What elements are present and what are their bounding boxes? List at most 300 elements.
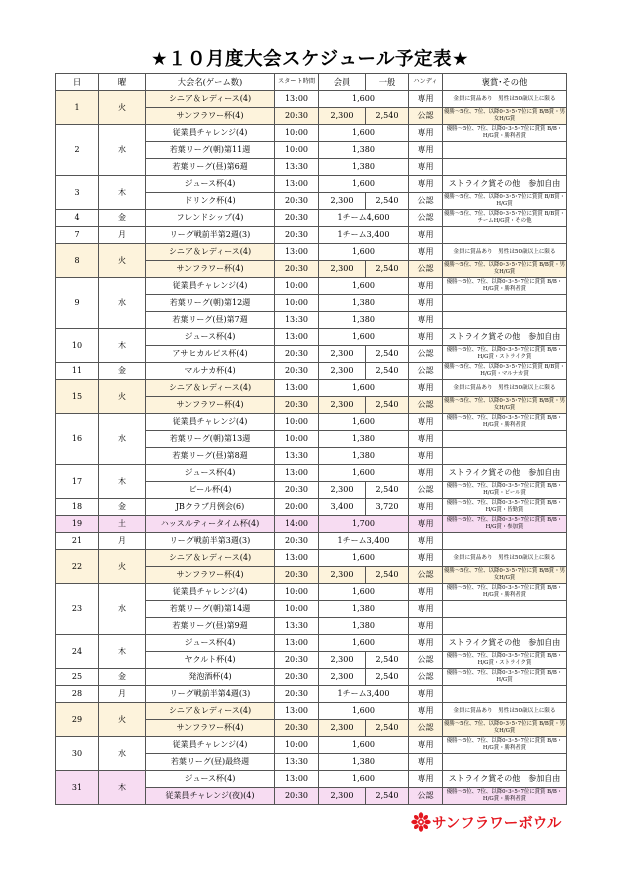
cell-start: 13:00 (275, 329, 319, 346)
cell-handicap: 専用 (409, 91, 443, 108)
cell-start: 14:00 (275, 516, 319, 533)
cell-handicap: 公認 (409, 788, 443, 805)
cell-awards (443, 431, 567, 448)
cell-weekday: 金 (99, 669, 146, 686)
schedule-table (55, 73, 567, 805)
cell-handicap: 専用 (409, 176, 443, 193)
cell-event: シニア＆レディース(4) (146, 550, 275, 567)
cell-event: ビール杯(4) (146, 482, 275, 499)
cell-weekday: 木 (99, 771, 146, 805)
table-row (56, 91, 567, 108)
cell-start: 13:00 (275, 550, 319, 567)
cell-day: 22 (56, 550, 99, 584)
cell-day: 18 (56, 499, 99, 516)
cell-member-fee: 3,400 (319, 499, 366, 516)
cell-awards: ストライク賞その他 参加自由 (443, 329, 567, 346)
table-row (56, 278, 567, 295)
cell-day: 31 (56, 771, 99, 805)
cell-day: 23 (56, 584, 99, 635)
cell-handicap: 専用 (409, 771, 443, 788)
cell-weekday: 水 (99, 278, 146, 329)
cell-event: サンフラワー杯(4) (146, 261, 275, 278)
cell-day: 21 (56, 533, 99, 550)
cell-event: ドリンク杯(4) (146, 193, 275, 210)
cell-fee: 1,380 (319, 295, 409, 312)
cell-event: 若葉リーグ(朝)第13週 (146, 431, 275, 448)
cell-handicap: 公認 (409, 363, 443, 380)
cell-handicap: 専用 (409, 618, 443, 635)
cell-event: 若葉リーグ(昼)第9週 (146, 618, 275, 635)
cell-event: サンフラワー杯(4) (146, 108, 275, 125)
cell-fee: 1,380 (319, 312, 409, 329)
cell-handicap: 専用 (409, 601, 443, 618)
header-general: 一般 (366, 74, 409, 91)
table-row (56, 210, 567, 227)
cell-event: 従業員チャレンジ(4) (146, 125, 275, 142)
cell-fee: 1,700 (319, 516, 409, 533)
table-row (56, 516, 567, 533)
cell-handicap: 専用 (409, 278, 443, 295)
cell-start: 13:00 (275, 465, 319, 482)
cell-event: 発泡酒杯(4) (146, 669, 275, 686)
cell-awards: 優勝～5位、7位、以降0･3･5･7位に賞 B/B賞・男女H/G賞 (443, 397, 567, 414)
cell-awards: 優勝～5位、7位、以降0･3･5･7位に賞賞 B/B・H/G賞・勝利者賞 (443, 278, 567, 295)
cell-day: 8 (56, 244, 99, 278)
flower-icon (411, 812, 430, 831)
cell-start: 13:00 (275, 244, 319, 261)
cell-start: 10:00 (275, 125, 319, 142)
cell-awards: 優勝～5位、7位、以降0･3･5･7位に賞賞 B/B・H/G賞・ストライク賞 (443, 346, 567, 363)
cell-fee: 1チーム3,400 (319, 227, 409, 244)
cell-weekday: 木 (99, 635, 146, 669)
cell-event: 従業員チャレンジ(夜)(4) (146, 788, 275, 805)
cell-handicap: 専用 (409, 431, 443, 448)
cell-start: 20:30 (275, 397, 319, 414)
cell-event: 若葉リーグ(朝)第11週 (146, 142, 275, 159)
cell-handicap: 専用 (409, 329, 443, 346)
cell-handicap: 公認 (409, 108, 443, 125)
cell-awards: ストライク賞その他 参加自由 (443, 771, 567, 788)
cell-handicap: 専用 (409, 125, 443, 142)
table-row (56, 669, 567, 686)
cell-handicap: 専用 (409, 584, 443, 601)
cell-start: 10:00 (275, 414, 319, 431)
cell-fee: 1,600 (319, 465, 409, 482)
cell-day: 30 (56, 737, 99, 771)
cell-event: サンフラワー杯(4) (146, 397, 275, 414)
cell-weekday: 月 (99, 227, 146, 244)
table-row (56, 244, 567, 261)
cell-handicap: 専用 (409, 448, 443, 465)
cell-start: 20:30 (275, 686, 319, 703)
cell-start: 10:00 (275, 278, 319, 295)
cell-awards (443, 142, 567, 159)
cell-fee: 1,600 (319, 176, 409, 193)
cell-handicap: 専用 (409, 244, 443, 261)
cell-start: 20:30 (275, 108, 319, 125)
cell-event: 従業員チャレンジ(4) (146, 584, 275, 601)
cell-handicap: 専用 (409, 414, 443, 431)
cell-general-fee: 2,540 (366, 788, 409, 805)
cell-start: 10:00 (275, 142, 319, 159)
cell-awards: 優勝～5位、7位、以降0･3･5･7位に賞賞 B/B・H/G賞・ビール賞 (443, 482, 567, 499)
cell-handicap: 専用 (409, 635, 443, 652)
cell-day: 4 (56, 210, 99, 227)
table-row (56, 380, 567, 397)
cell-fee: 1,600 (319, 380, 409, 397)
cell-day: 2 (56, 125, 99, 176)
cell-fee: 1,380 (319, 754, 409, 771)
cell-member-fee: 2,300 (319, 108, 366, 125)
cell-awards (443, 686, 567, 703)
cell-event: ジュース杯(4) (146, 635, 275, 652)
header-handicap: ハンディ (409, 74, 443, 91)
cell-start: 10:00 (275, 584, 319, 601)
cell-day: 24 (56, 635, 99, 669)
cell-handicap: 専用 (409, 159, 443, 176)
cell-start: 13:00 (275, 635, 319, 652)
cell-start: 20:30 (275, 669, 319, 686)
cell-handicap: 公認 (409, 397, 443, 414)
cell-event: 若葉リーグ(昼)第6週 (146, 159, 275, 176)
cell-handicap: 専用 (409, 703, 443, 720)
cell-handicap: 公認 (409, 669, 443, 686)
cell-weekday: 火 (99, 550, 146, 584)
cell-fee: 1チーム4,600 (319, 210, 409, 227)
cell-awards: 金員に賞品あり 男性は50歳以上に限る (443, 244, 567, 261)
cell-event: 若葉リーグ(昼)最終週 (146, 754, 275, 771)
cell-awards: 優勝～5位、7位、以降0･3･5･7位に賞 B/B賞・男女H/G賞 (443, 108, 567, 125)
cell-weekday: 水 (99, 414, 146, 465)
cell-handicap: 公認 (409, 193, 443, 210)
cell-event: マルナカ杯(4) (146, 363, 275, 380)
cell-weekday: 月 (99, 686, 146, 703)
cell-weekday: 水 (99, 125, 146, 176)
cell-day: 3 (56, 176, 99, 210)
cell-start: 13:00 (275, 380, 319, 397)
cell-fee: 1,380 (319, 618, 409, 635)
cell-general-fee: 2,540 (366, 482, 409, 499)
header-member: 会員 (319, 74, 366, 91)
cell-fee: 1,600 (319, 703, 409, 720)
cell-member-fee: 2,300 (319, 363, 366, 380)
cell-start: 20:30 (275, 567, 319, 584)
cell-start: 20:30 (275, 227, 319, 244)
cell-event: 若葉リーグ(昼)第8週 (146, 448, 275, 465)
cell-start: 20:30 (275, 720, 319, 737)
cell-event: 若葉リーグ(朝)第14週 (146, 601, 275, 618)
table-row (56, 584, 567, 601)
cell-member-fee: 2,300 (319, 261, 366, 278)
cell-event: 従業員チャレンジ(4) (146, 278, 275, 295)
sunflower-bowl-logo (412, 811, 562, 833)
cell-awards: 優勝～5位、7位、以降0･3･5･7位に賞 B/B賞・男女H/G賞 (443, 567, 567, 584)
page-title: ★１０月度大会スケジュール予定表★ (150, 49, 470, 70)
cell-event: アサヒカルピス杯(4) (146, 346, 275, 363)
cell-member-fee: 2,300 (319, 652, 366, 669)
cell-fee: 1,600 (319, 584, 409, 601)
cell-day: 16 (56, 414, 99, 465)
table-row (56, 533, 567, 550)
cell-weekday: 金 (99, 363, 146, 380)
cell-weekday: 木 (99, 176, 146, 210)
header-event: 大会名(ゲーム数) (146, 74, 275, 91)
cell-handicap: 公認 (409, 482, 443, 499)
schedule-body (56, 91, 567, 805)
cell-awards: 優勝～5位、7位、以降0･3･5･7位に賞賞 B/B・H/G賞・勝利者賞 (443, 125, 567, 142)
cell-start: 20:30 (275, 193, 319, 210)
table-row (56, 125, 567, 142)
cell-handicap: 専用 (409, 312, 443, 329)
cell-handicap: 専用 (409, 686, 443, 703)
cell-weekday: 水 (99, 737, 146, 771)
cell-handicap: 公認 (409, 567, 443, 584)
cell-awards: 優勝～5位、7位、以降0･3･5･7位に賞賞 B/B・H/G賞・勝利者賞 (443, 584, 567, 601)
table-row (56, 737, 567, 754)
cell-awards: 優勝～5位、7位、以降0･3･5･7位に賞賞 B/B・H/G賞・参加賞 (443, 516, 567, 533)
cell-weekday: 木 (99, 465, 146, 499)
table-row (56, 363, 567, 380)
cell-handicap: 専用 (409, 465, 443, 482)
cell-handicap: 専用 (409, 754, 443, 771)
cell-start: 20:30 (275, 363, 319, 380)
cell-event: 従業員チャレンジ(4) (146, 737, 275, 754)
cell-event: リーグ戦前半第2週(3) (146, 227, 275, 244)
cell-awards (443, 601, 567, 618)
cell-weekday: 火 (99, 244, 146, 278)
cell-awards: 優勝～5位、7位、以降0･3･5･7位に賞賞 B/B賞・チームH/G賞・その他 (443, 210, 567, 227)
cell-start: 20:30 (275, 210, 319, 227)
cell-awards: 優勝～5位、7位、以降0･3･5･7位に賞賞 B/B・H/G賞・勝利者賞 (443, 788, 567, 805)
cell-event: リーグ戦前半第3週(3) (146, 533, 275, 550)
cell-member-fee: 2,300 (319, 482, 366, 499)
cell-handicap: 専用 (409, 380, 443, 397)
cell-weekday: 金 (99, 499, 146, 516)
cell-general-fee: 2,540 (366, 108, 409, 125)
cell-day: 1 (56, 91, 99, 125)
cell-fee: 1,600 (319, 737, 409, 754)
cell-general-fee: 2,540 (366, 567, 409, 584)
cell-event: ハッスルティータイム杯(4) (146, 516, 275, 533)
cell-event: 従業員チャレンジ(4) (146, 414, 275, 431)
cell-fee: 1,380 (319, 159, 409, 176)
cell-start: 20:30 (275, 652, 319, 669)
cell-day: 17 (56, 465, 99, 499)
cell-fee: 1,600 (319, 329, 409, 346)
cell-day: 25 (56, 669, 99, 686)
cell-day: 11 (56, 363, 99, 380)
cell-handicap: 専用 (409, 142, 443, 159)
cell-awards: 優勝～5位、7位、以降0･3･5･7位に賞 B/B賞・男女H/G賞 (443, 720, 567, 737)
cell-event: 若葉リーグ(昼)第7週 (146, 312, 275, 329)
cell-start: 13:30 (275, 618, 319, 635)
cell-day: 28 (56, 686, 99, 703)
header-start: スタート時間 (275, 74, 319, 91)
cell-weekday: 水 (99, 584, 146, 635)
cell-awards: 金員に賞品あり 男性は50歳以上に限る (443, 703, 567, 720)
cell-weekday: 火 (99, 703, 146, 737)
cell-start: 20:30 (275, 261, 319, 278)
cell-handicap: 専用 (409, 499, 443, 516)
cell-start: 20:30 (275, 788, 319, 805)
cell-start: 13:30 (275, 754, 319, 771)
cell-member-fee: 2,300 (319, 397, 366, 414)
cell-awards (443, 227, 567, 244)
cell-start: 10:00 (275, 737, 319, 754)
cell-awards (443, 533, 567, 550)
cell-awards (443, 754, 567, 771)
cell-fee: 1,600 (319, 771, 409, 788)
cell-awards: 優勝～5位、7位、以降0･3･5･7位に賞 B/B賞・男女H/G賞 (443, 261, 567, 278)
cell-awards (443, 295, 567, 312)
cell-general-fee: 2,540 (366, 261, 409, 278)
cell-general-fee: 2,540 (366, 669, 409, 686)
cell-awards (443, 159, 567, 176)
cell-event: シニア＆レディース(4) (146, 244, 275, 261)
cell-weekday: 土 (99, 516, 146, 533)
cell-fee: 1,600 (319, 414, 409, 431)
cell-start: 20:30 (275, 482, 319, 499)
cell-general-fee: 2,540 (366, 346, 409, 363)
table-row (56, 227, 567, 244)
cell-awards: ストライク賞その他 参加自由 (443, 635, 567, 652)
table-row (56, 414, 567, 431)
cell-awards: 優勝～5位、7位、以降0･3･5･7位に賞賞 B/B・H/G賞 (443, 669, 567, 686)
cell-awards: 優勝～5位、7位、以降0･3･5･7位に賞賞 B/B・H/G賞・ストライク賞 (443, 652, 567, 669)
cell-handicap: 公認 (409, 720, 443, 737)
cell-weekday: 火 (99, 380, 146, 414)
cell-fee: 1,380 (319, 601, 409, 618)
cell-awards (443, 618, 567, 635)
cell-awards: 優勝～5位、7位、以降0･3･5･7位に賞賞 B/B・H/G賞・皆勤賞 (443, 499, 567, 516)
cell-day: 7 (56, 227, 99, 244)
cell-event: シニア＆レディース(4) (146, 703, 275, 720)
cell-member-fee: 2,300 (319, 567, 366, 584)
cell-start: 10:00 (275, 295, 319, 312)
cell-start: 20:30 (275, 533, 319, 550)
cell-start: 13:00 (275, 703, 319, 720)
cell-fee: 1チーム3,400 (319, 533, 409, 550)
cell-awards: 金員に賞品あり 男性は50歳以上に限る (443, 380, 567, 397)
cell-fee: 1チーム3,400 (319, 686, 409, 703)
cell-event: ジュース杯(4) (146, 329, 275, 346)
cell-handicap: 専用 (409, 516, 443, 533)
cell-awards: ストライク賞その他 参加自由 (443, 176, 567, 193)
cell-handicap: 専用 (409, 550, 443, 567)
cell-start: 13:30 (275, 159, 319, 176)
cell-start: 13:30 (275, 312, 319, 329)
table-row (56, 635, 567, 652)
cell-day: 9 (56, 278, 99, 329)
table-row (56, 771, 567, 788)
cell-fee: 1,380 (319, 142, 409, 159)
cell-awards (443, 312, 567, 329)
cell-awards: 金員に賞品あり 男性は50歳以上に限る (443, 550, 567, 567)
cell-handicap: 専用 (409, 533, 443, 550)
cell-handicap: 公認 (409, 652, 443, 669)
cell-fee: 1,600 (319, 278, 409, 295)
header-day: 日 (56, 74, 99, 91)
cell-handicap: 公認 (409, 346, 443, 363)
cell-event: JBクラブ月例会(6) (146, 499, 275, 516)
cell-fee: 1,600 (319, 550, 409, 567)
cell-fee: 1,600 (319, 244, 409, 261)
table-row (56, 703, 567, 720)
cell-awards: 優勝～5位、7位、以降0･3･5･7位に賞賞 B/B・H/G賞・勝利者賞 (443, 414, 567, 431)
cell-awards (443, 448, 567, 465)
cell-start: 10:00 (275, 601, 319, 618)
cell-member-fee: 2,300 (319, 193, 366, 210)
cell-general-fee: 2,540 (366, 397, 409, 414)
cell-start: 20:30 (275, 346, 319, 363)
cell-awards: 優勝～5位、7位、以降0･3･5･7位に賞賞 B/B賞・H/G賞 (443, 193, 567, 210)
cell-general-fee: 2,540 (366, 193, 409, 210)
cell-member-fee: 2,300 (319, 720, 366, 737)
cell-start: 10:00 (275, 431, 319, 448)
cell-fee: 1,380 (319, 448, 409, 465)
table-row (56, 329, 567, 346)
cell-awards: 優勝～5位、7位、以降0･3･5･7位に賞賞 B/B・H/G賞・勝利者賞 (443, 737, 567, 754)
cell-handicap: 公認 (409, 210, 443, 227)
cell-member-fee: 2,300 (319, 346, 366, 363)
cell-start: 20:00 (275, 499, 319, 516)
cell-general-fee: 2,540 (366, 652, 409, 669)
cell-start: 13:00 (275, 771, 319, 788)
cell-general-fee: 2,540 (366, 720, 409, 737)
table-row (56, 176, 567, 193)
cell-weekday: 木 (99, 329, 146, 363)
cell-fee: 1,600 (319, 125, 409, 142)
cell-fee: 1,600 (319, 635, 409, 652)
cell-event: サンフラワー杯(4) (146, 567, 275, 584)
header-awards: 褒賞･その他 (443, 74, 567, 91)
cell-fee: 1,600 (319, 91, 409, 108)
table-row (56, 499, 567, 516)
cell-awards: ストライク賞その他 参加自由 (443, 465, 567, 482)
cell-day: 15 (56, 380, 99, 414)
table-row (56, 550, 567, 567)
header-weekday: 曜 (99, 74, 146, 91)
cell-event: ジュース杯(4) (146, 771, 275, 788)
cell-handicap: 公認 (409, 261, 443, 278)
logo-text: サンフラワーボウル (432, 816, 562, 832)
table-row (56, 686, 567, 703)
cell-event: ヤクルト杯(4) (146, 652, 275, 669)
cell-day: 10 (56, 329, 99, 363)
cell-event: サンフラワー杯(4) (146, 720, 275, 737)
cell-day: 29 (56, 703, 99, 737)
cell-event: シニア＆レディース(4) (146, 91, 275, 108)
cell-start: 13:00 (275, 91, 319, 108)
cell-weekday: 金 (99, 210, 146, 227)
cell-member-fee: 2,300 (319, 669, 366, 686)
table-row (56, 465, 567, 482)
cell-start: 13:30 (275, 448, 319, 465)
cell-awards: 優勝～5位、7位、以降0･3･5･7位に賞賞 B/B賞・H/G賞・マルナカ賞 (443, 363, 567, 380)
cell-handicap: 専用 (409, 227, 443, 244)
cell-weekday: 火 (99, 91, 146, 125)
cell-event: 若葉リーグ(朝)第12週 (146, 295, 275, 312)
cell-general-fee: 3,720 (366, 499, 409, 516)
cell-start: 13:00 (275, 176, 319, 193)
cell-event: ジュース杯(4) (146, 465, 275, 482)
cell-event: リーグ戦前半第4週(3) (146, 686, 275, 703)
cell-event: フレンドシップ(4) (146, 210, 275, 227)
cell-event: ジュース杯(4) (146, 176, 275, 193)
table-header-row (56, 74, 567, 91)
cell-day: 19 (56, 516, 99, 533)
cell-handicap: 専用 (409, 737, 443, 754)
